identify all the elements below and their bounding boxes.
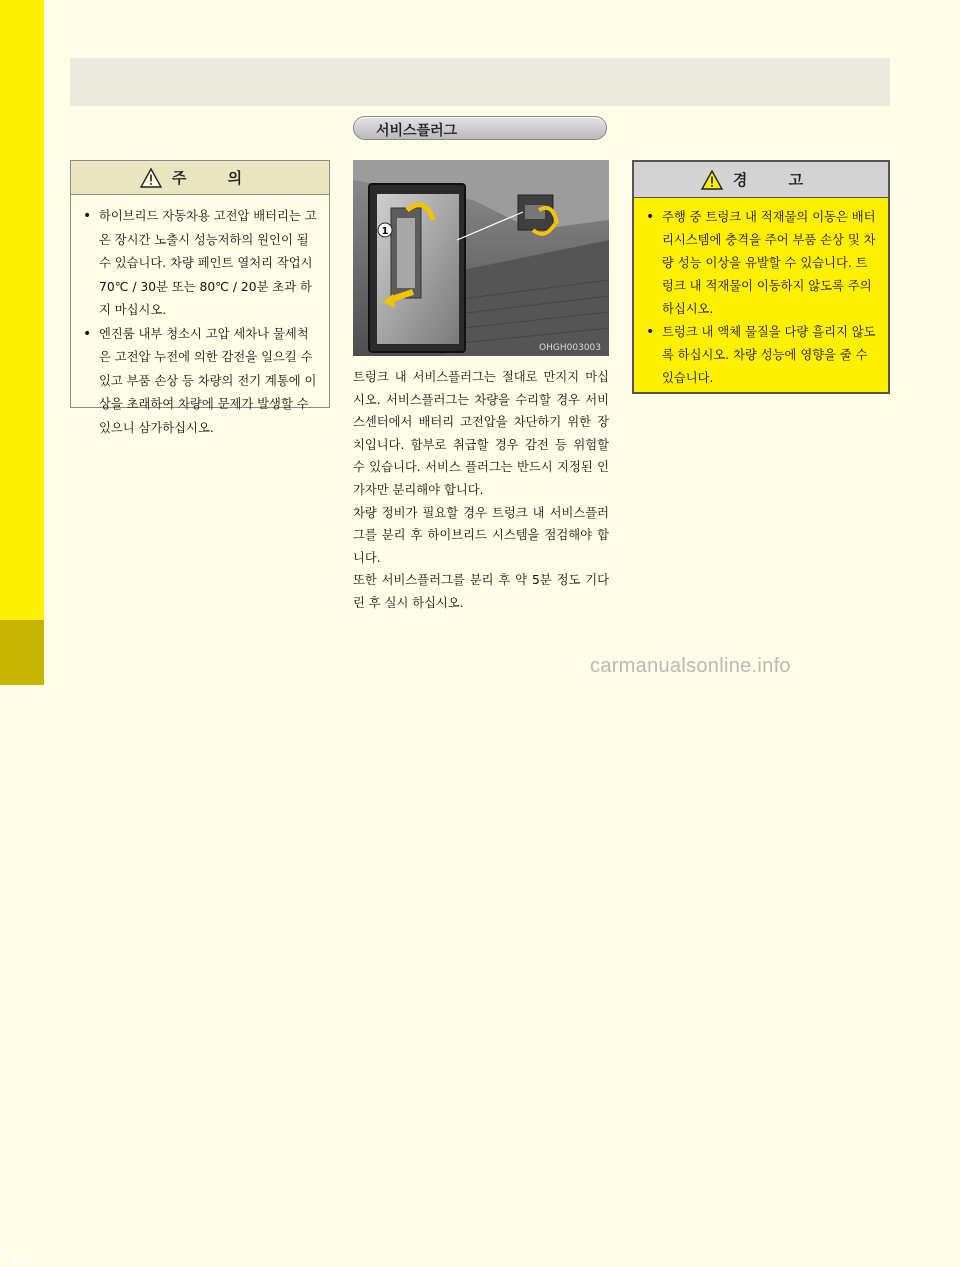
figure-code: OHGH003003 (539, 343, 601, 353)
warning-title: 경 고 (732, 171, 822, 189)
watermark: carmanualsonline.info (590, 655, 791, 677)
header-band (70, 58, 890, 106)
side-color-strip (0, 0, 44, 685)
warning-header (634, 162, 888, 198)
caution-body (71, 195, 329, 440)
warning-triangle-icon (701, 170, 723, 190)
page-number-tab (0, 620, 44, 1267)
warning-body (634, 198, 888, 390)
figure-callout-number: 1 (381, 226, 389, 237)
section-title-pill (353, 116, 607, 140)
paragraph: 또한 서비스플러그를 분리 후 약 5분 정도 기다린 후 실시 하십시오. (353, 573, 609, 610)
caution-item: • 하이브리드 자동차용 고전압 배터리는 고온 장시간 노출시 성능저하의 원인이 될 수 있습니다. 차량 페인트 열처리 작업시 70℃ / 30분 또는 80℃ / 20분 초과 하지 마십시오. (83, 205, 319, 323)
caution-box (70, 160, 330, 435)
section-title: 서비스플러그 (376, 123, 458, 139)
warning-triangle-icon (140, 168, 162, 188)
caution-header (71, 161, 329, 195)
paragraph: 차량 정비가 필요할 경우 트렁크 내 서비스플러그를 분리 후 하이브리드 시스템을 점검해야 합니다. (353, 505, 609, 565)
service-plug-photo (353, 160, 609, 356)
paragraph: 트렁크 내 서비스플러그는 절대로 만지지 마십시오. 서비스플러그는 차량을 수리할 경우 서비스센터에서 배터리 고전압을 차단하기 위한 장치입니다. 함부로 취급할 경우 감전 등 위험할 수 있습니다. 서비스 플러그는 반드시 지정된 인가자만 분리해야 합니다. (353, 370, 609, 497)
page-number: 10 (10, 1252, 27, 1267)
warning-item: • 트렁크 내 액체 물질을 다량 흘리지 않도록 하십시오. 차량 성능에 영향을 줄 수 있습니다. (646, 321, 878, 390)
main-text (353, 366, 609, 615)
trunk-illustration (353, 160, 609, 356)
warning-item: • 주행 중 트렁크 내 적재물의 이동은 배터리시스템에 충격을 주어 부품 손상 및 차량 성능 이상을 유발할 수 있습니다. 트렁크 내 적재물이 이동하지 않도록 주의하십시오. (646, 206, 878, 321)
caution-title: 주 의 (171, 169, 261, 187)
caution-item: • 엔진룸 내부 청소시 고압 세차나 물세척은 고전압 누전에 의한 감전을 일으킬 수 있고 부품 손상 등 차량의 전기 계통에 이상을 초래하여 차량에 문제가 발생할 수 있으니 삼가하십시오. (83, 323, 319, 441)
warning-box (632, 160, 890, 394)
